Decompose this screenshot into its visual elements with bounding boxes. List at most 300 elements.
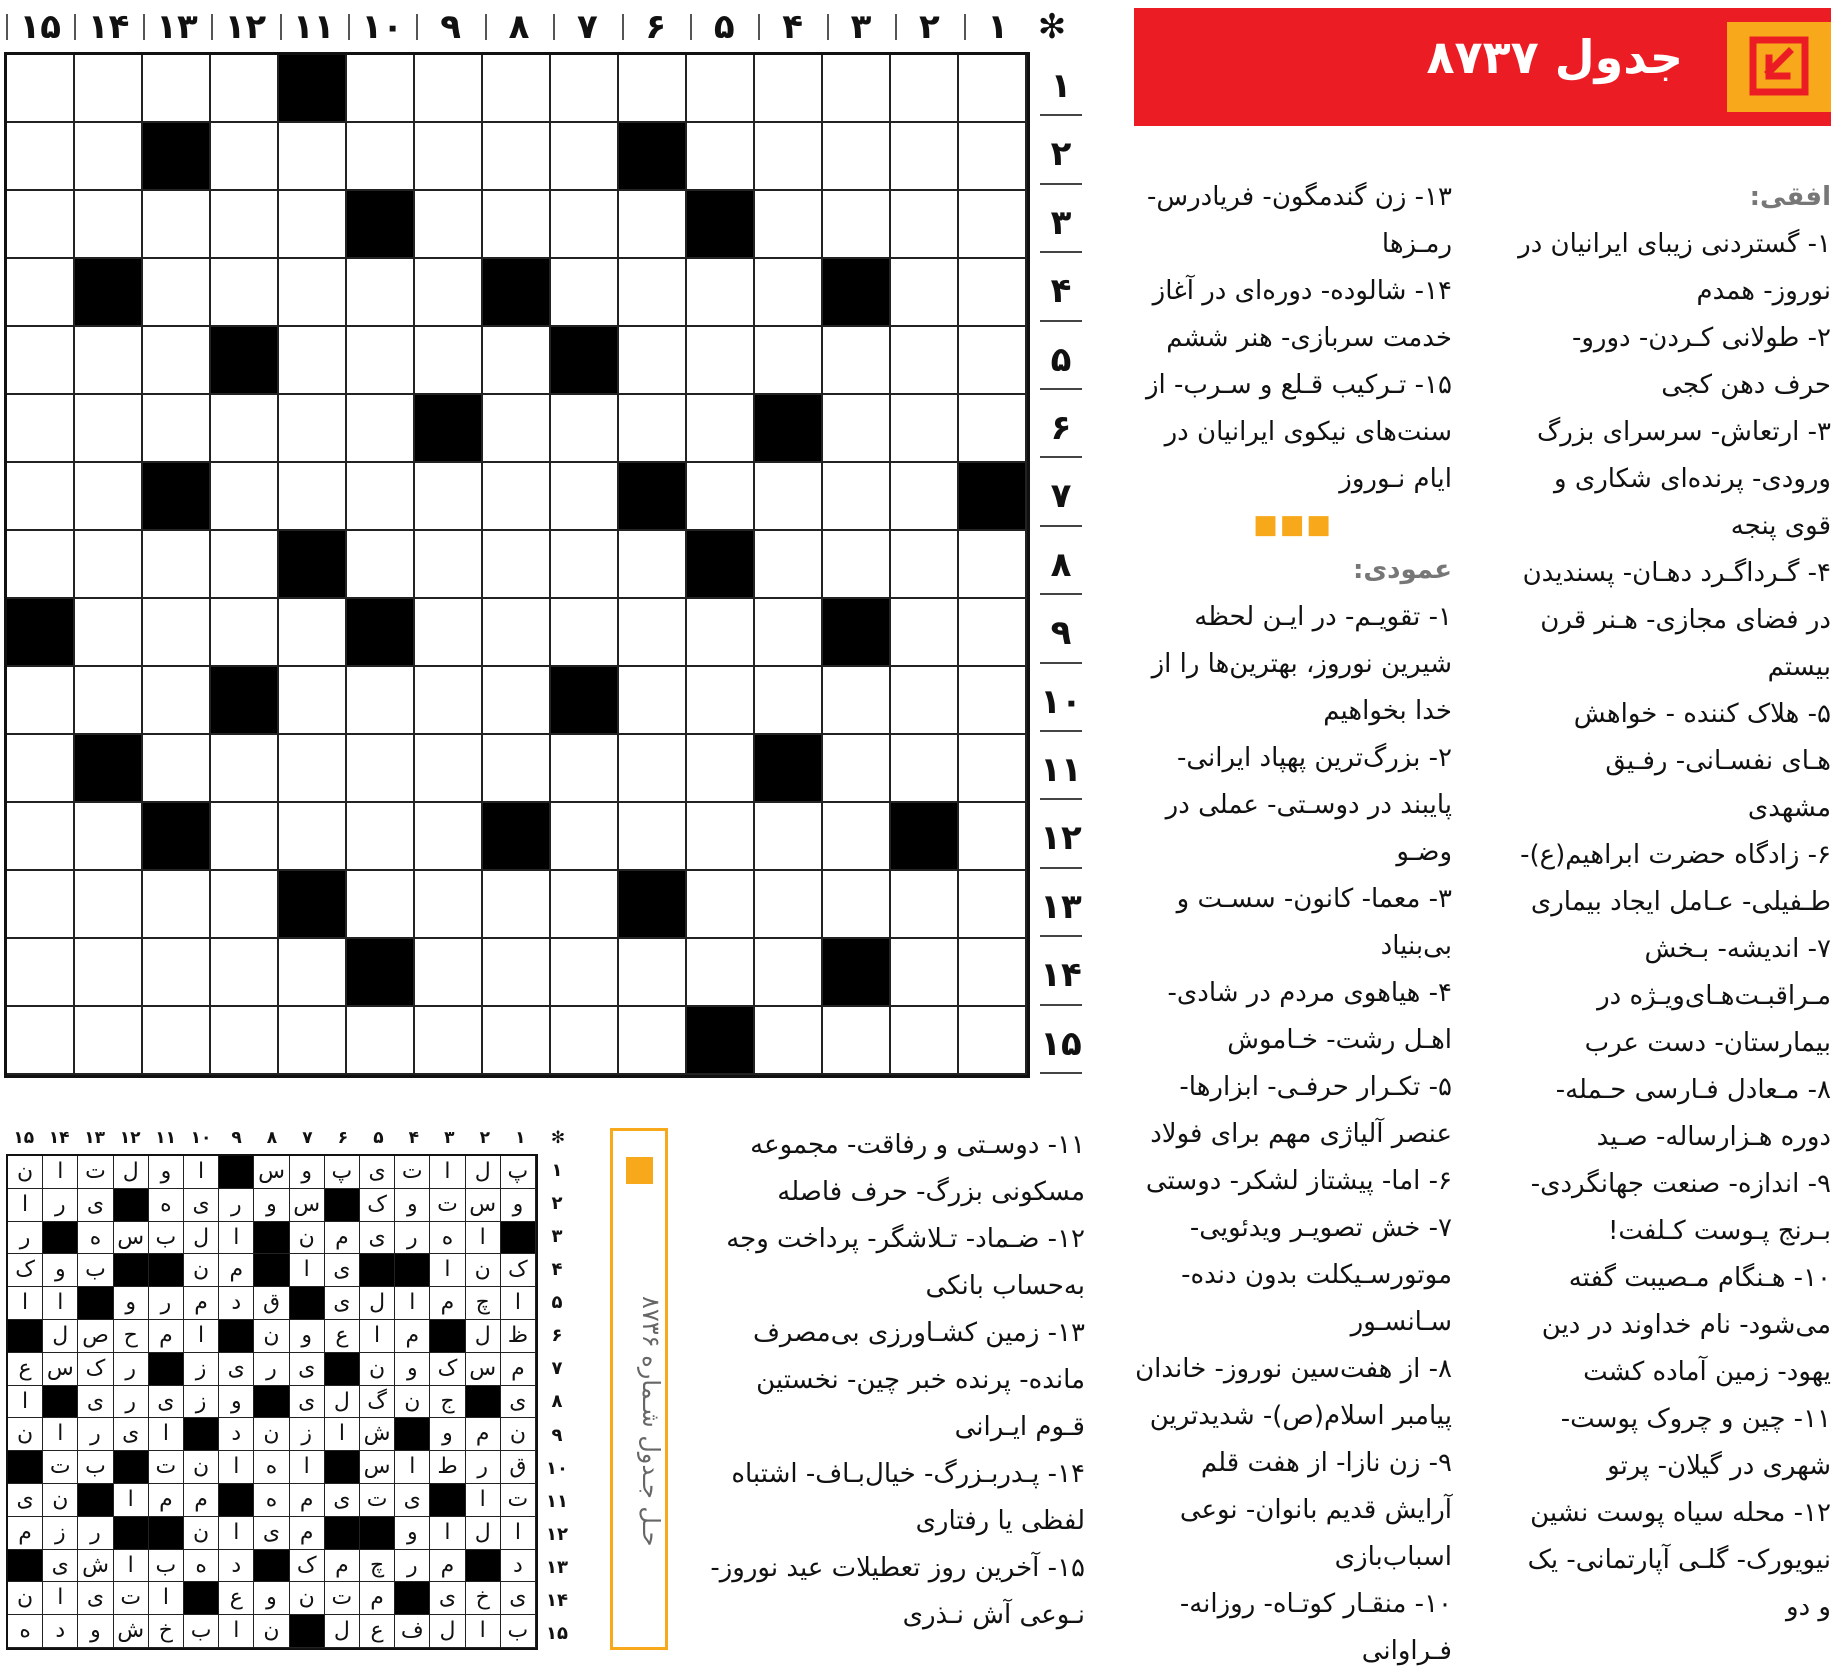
grid-cell[interactable] bbox=[755, 939, 823, 1007]
black-cell bbox=[891, 803, 959, 871]
grid-cell[interactable] bbox=[551, 939, 619, 1007]
grid-cell[interactable] bbox=[7, 531, 75, 599]
grid-cell[interactable] bbox=[211, 259, 279, 327]
grid-cell[interactable] bbox=[619, 55, 687, 123]
grid-cell[interactable] bbox=[823, 463, 891, 531]
column-separator bbox=[416, 14, 418, 40]
grid-cell[interactable] bbox=[687, 123, 755, 191]
grid-cell[interactable] bbox=[823, 803, 891, 871]
grid-cell[interactable] bbox=[75, 667, 143, 735]
grid-cell[interactable] bbox=[619, 735, 687, 803]
puzzle-header bbox=[1134, 8, 1831, 126]
solution-letter: ن bbox=[8, 1418, 43, 1451]
clue-item: ۱۲- ضـماد- تـلاشگر- پرداخت وجه به‌حساب بانکی bbox=[726, 1224, 1085, 1301]
solution-letter: ت bbox=[430, 1189, 465, 1222]
grid-cell[interactable] bbox=[415, 463, 483, 531]
grid-cell[interactable] bbox=[823, 871, 891, 939]
solution-letter: و bbox=[395, 1189, 430, 1222]
solution-banner bbox=[610, 1128, 668, 1650]
grid-cell[interactable] bbox=[483, 735, 551, 803]
grid-cell[interactable] bbox=[415, 123, 483, 191]
clue-item: ۱۵- آخرین روز تعطیلات عید نوروز- نـوعی آش نـذری bbox=[710, 1553, 1085, 1630]
grid-cell[interactable] bbox=[755, 55, 823, 123]
grid-cell[interactable] bbox=[959, 259, 1027, 327]
grid-cell[interactable] bbox=[347, 55, 415, 123]
grid-cell[interactable] bbox=[415, 531, 483, 599]
black-cell bbox=[687, 191, 755, 259]
grid-cell[interactable] bbox=[959, 55, 1027, 123]
grid-cell[interactable] bbox=[279, 1007, 347, 1075]
solution-letter: و bbox=[290, 1156, 325, 1189]
grid-cell[interactable] bbox=[619, 395, 687, 463]
grid-cell[interactable] bbox=[279, 667, 347, 735]
grid-cell[interactable] bbox=[415, 1007, 483, 1075]
grid-cell[interactable] bbox=[279, 939, 347, 1007]
solution-column-number: ۱۵ bbox=[13, 1128, 35, 1148]
grid-cell[interactable] bbox=[891, 463, 959, 531]
grid-cell[interactable] bbox=[7, 939, 75, 1007]
grid-cell[interactable] bbox=[211, 939, 279, 1007]
grid-cell[interactable] bbox=[211, 395, 279, 463]
solution-letter: ر bbox=[43, 1189, 78, 1222]
grid-cell[interactable] bbox=[75, 531, 143, 599]
grid-cell[interactable] bbox=[755, 463, 823, 531]
black-cell bbox=[619, 871, 687, 939]
solution-letter: س bbox=[360, 1451, 395, 1484]
clue-item: ۱۱- دوسـتی و رفاقت- مجموعه مسکونی بزرگ- حرف فاصله bbox=[750, 1130, 1085, 1207]
grid-cell[interactable] bbox=[959, 123, 1027, 191]
solution-letter: و bbox=[395, 1353, 430, 1386]
solution-black-cell bbox=[149, 1353, 184, 1386]
grid-cell[interactable] bbox=[347, 463, 415, 531]
grid-cell[interactable] bbox=[551, 463, 619, 531]
solution-row-number: ۲ bbox=[551, 1193, 563, 1215]
grid-cell[interactable] bbox=[551, 735, 619, 803]
solution-letter: و bbox=[501, 1189, 536, 1222]
vertical-heading: عمودی: bbox=[1352, 555, 1452, 585]
solution-letter: ا bbox=[184, 1320, 219, 1353]
solution-letter: ا bbox=[501, 1517, 536, 1550]
solution-letter: ا bbox=[395, 1451, 430, 1484]
grid-cell[interactable] bbox=[279, 259, 347, 327]
solution-letter: ن bbox=[395, 1386, 430, 1419]
grid-cell[interactable] bbox=[347, 667, 415, 735]
grid-cell[interactable] bbox=[823, 531, 891, 599]
grid-cell[interactable] bbox=[279, 395, 347, 463]
grid-cell[interactable] bbox=[347, 735, 415, 803]
grid-cell[interactable] bbox=[75, 123, 143, 191]
grid-cell[interactable] bbox=[891, 123, 959, 191]
grid-cell[interactable] bbox=[755, 803, 823, 871]
column-separator bbox=[758, 14, 760, 40]
grid-cell[interactable] bbox=[279, 327, 347, 395]
row-number: ۱۰ bbox=[1040, 674, 1082, 732]
grid-cell[interactable] bbox=[143, 667, 211, 735]
clue-item: ۱۴- پـدربـزرگ- خیال‌بـاف- اشتباه لفظی یا رفتاری bbox=[731, 1459, 1085, 1536]
grid-cell[interactable] bbox=[7, 55, 75, 123]
grid-cell[interactable] bbox=[551, 123, 619, 191]
grid-cell[interactable] bbox=[619, 1007, 687, 1075]
grid-cell[interactable] bbox=[143, 599, 211, 667]
black-cell bbox=[823, 259, 891, 327]
grid-cell[interactable] bbox=[823, 667, 891, 735]
grid-cell[interactable] bbox=[415, 327, 483, 395]
solution-column-number: ۵ bbox=[373, 1128, 384, 1148]
grid-cell[interactable] bbox=[687, 939, 755, 1007]
grid-cell[interactable] bbox=[687, 55, 755, 123]
solution-letter: ا bbox=[8, 1189, 43, 1222]
solution-row-number: ۱ bbox=[551, 1160, 563, 1181]
grid-cell[interactable] bbox=[755, 667, 823, 735]
column-separator bbox=[622, 14, 624, 40]
grid-cell[interactable] bbox=[415, 735, 483, 803]
grid-cell[interactable] bbox=[415, 667, 483, 735]
grid-cell[interactable] bbox=[687, 463, 755, 531]
solution-letter: ت bbox=[325, 1582, 360, 1615]
solution-letter: و bbox=[78, 1615, 113, 1648]
solution-black-cell bbox=[254, 1222, 289, 1255]
grid-cell[interactable] bbox=[687, 327, 755, 395]
solution-letter: ص bbox=[78, 1320, 113, 1353]
grid-cell[interactable] bbox=[75, 803, 143, 871]
grid-cell[interactable] bbox=[823, 123, 891, 191]
grid-cell[interactable] bbox=[959, 667, 1027, 735]
grid-cell[interactable] bbox=[483, 327, 551, 395]
grid-cell[interactable] bbox=[619, 327, 687, 395]
solution-letter: ع bbox=[219, 1582, 254, 1615]
solution-black-cell bbox=[325, 1353, 360, 1386]
grid-cell[interactable] bbox=[551, 259, 619, 327]
solution-letter: ا bbox=[325, 1418, 360, 1451]
grid-cell[interactable] bbox=[755, 599, 823, 667]
grid-cell[interactable] bbox=[7, 871, 75, 939]
grid-cell[interactable] bbox=[619, 531, 687, 599]
grid-cell[interactable] bbox=[143, 55, 211, 123]
grid-cell[interactable] bbox=[483, 123, 551, 191]
grid-cell[interactable] bbox=[891, 599, 959, 667]
solution-black-cell bbox=[149, 1517, 184, 1550]
grid-cell[interactable] bbox=[687, 599, 755, 667]
solution-letter: ا bbox=[149, 1418, 184, 1451]
grid-cell[interactable] bbox=[7, 395, 75, 463]
grid-cell[interactable] bbox=[959, 599, 1027, 667]
grid-cell[interactable] bbox=[7, 259, 75, 327]
grid-cell[interactable] bbox=[687, 259, 755, 327]
grid-cell[interactable] bbox=[143, 871, 211, 939]
grid-cell[interactable] bbox=[755, 327, 823, 395]
grid-cell[interactable] bbox=[347, 395, 415, 463]
grid-cell[interactable] bbox=[551, 803, 619, 871]
grid-cell[interactable] bbox=[75, 55, 143, 123]
grid-cell[interactable] bbox=[7, 123, 75, 191]
clue-item: ۴- گـرداگـرد دهـان- پسندیدن در فضای مجازی- هـنر قرن بیستم bbox=[1522, 558, 1831, 682]
grid-cell[interactable] bbox=[823, 327, 891, 395]
row-number: ۱۵ bbox=[1040, 1016, 1082, 1074]
grid-cell[interactable] bbox=[891, 871, 959, 939]
grid-cell[interactable] bbox=[347, 1007, 415, 1075]
grid-cell[interactable] bbox=[143, 735, 211, 803]
grid-cell[interactable] bbox=[891, 191, 959, 259]
solution-row-number: ۳ bbox=[551, 1226, 563, 1248]
grid-cell[interactable] bbox=[211, 463, 279, 531]
grid-cell[interactable] bbox=[891, 939, 959, 1007]
grid-cell[interactable] bbox=[483, 395, 551, 463]
solution-letter: ک bbox=[8, 1254, 43, 1287]
grid-cell[interactable] bbox=[891, 667, 959, 735]
grid-cell[interactable] bbox=[551, 395, 619, 463]
grid-cell[interactable] bbox=[687, 667, 755, 735]
grid-cell[interactable] bbox=[143, 1007, 211, 1075]
solution-letter: ی bbox=[219, 1353, 254, 1386]
solution-letter: ن bbox=[184, 1254, 219, 1287]
grid-cell[interactable] bbox=[891, 259, 959, 327]
black-cell bbox=[143, 803, 211, 871]
solution-letter: ل bbox=[360, 1287, 395, 1320]
black-cell bbox=[551, 667, 619, 735]
grid-cell[interactable] bbox=[551, 531, 619, 599]
black-cell bbox=[75, 735, 143, 803]
solution-letter: و bbox=[43, 1254, 78, 1287]
solution-letter: ج bbox=[430, 1386, 465, 1419]
solution-letter: م bbox=[430, 1550, 465, 1583]
grid-cell[interactable] bbox=[7, 191, 75, 259]
grid-cell[interactable] bbox=[959, 803, 1027, 871]
black-cell bbox=[959, 463, 1027, 531]
solution-letter: ک bbox=[290, 1550, 325, 1583]
grid-cell[interactable] bbox=[279, 463, 347, 531]
solution-row-number: ۹ bbox=[551, 1424, 563, 1446]
grid-cell[interactable] bbox=[7, 803, 75, 871]
grid-cell[interactable] bbox=[75, 871, 143, 939]
grid-cell[interactable] bbox=[891, 735, 959, 803]
grid-cell[interactable] bbox=[755, 1007, 823, 1075]
black-cell bbox=[279, 55, 347, 123]
solution-letter: ا bbox=[219, 1615, 254, 1648]
clue-item: ۶- زادگاه حضرت ابراهیم(ع)- طـفیلی- عـامل ایجاد بیماری bbox=[1520, 840, 1831, 917]
grid-cell[interactable] bbox=[211, 735, 279, 803]
grid-cell[interactable] bbox=[687, 871, 755, 939]
grid-cell[interactable] bbox=[551, 599, 619, 667]
grid-cell[interactable] bbox=[75, 1007, 143, 1075]
grid-cell[interactable] bbox=[415, 599, 483, 667]
grid-cell[interactable] bbox=[211, 803, 279, 871]
grid-cell[interactable] bbox=[279, 599, 347, 667]
grid-cell[interactable] bbox=[279, 803, 347, 871]
grid-cell[interactable] bbox=[75, 599, 143, 667]
grid-cell[interactable] bbox=[755, 259, 823, 327]
solution-letter: ن bbox=[254, 1320, 289, 1353]
solution-letter: ش bbox=[114, 1615, 149, 1648]
solution-letter: ی bbox=[254, 1517, 289, 1550]
grid-cell[interactable] bbox=[211, 531, 279, 599]
crossword-grid[interactable] bbox=[4, 52, 1030, 1078]
solution-row-number: ۵ bbox=[551, 1292, 563, 1314]
solution-column-number: ۱۴ bbox=[48, 1128, 70, 1148]
solution-letter: و bbox=[430, 1418, 465, 1451]
grid-cell[interactable] bbox=[619, 191, 687, 259]
grid-cell[interactable] bbox=[483, 1007, 551, 1075]
grid-cell[interactable] bbox=[75, 191, 143, 259]
solution-letter: ب bbox=[501, 1615, 536, 1648]
grid-cell[interactable] bbox=[211, 871, 279, 939]
solution-letter: ر bbox=[254, 1353, 289, 1386]
solution-column-number: ۴ bbox=[408, 1128, 420, 1148]
grid-cell[interactable] bbox=[143, 191, 211, 259]
grid-cell[interactable] bbox=[619, 939, 687, 1007]
column-number: ۷ bbox=[577, 7, 598, 47]
grid-cell[interactable] bbox=[211, 123, 279, 191]
solution-column-number: ۱۱ bbox=[155, 1128, 176, 1148]
grid-cell[interactable] bbox=[823, 55, 891, 123]
column-number: ۱۵ bbox=[19, 7, 61, 47]
grid-cell[interactable] bbox=[755, 871, 823, 939]
column-separator bbox=[964, 14, 966, 40]
grid-cell[interactable] bbox=[959, 531, 1027, 599]
grid-cell[interactable] bbox=[823, 395, 891, 463]
grid-cell[interactable] bbox=[415, 871, 483, 939]
grid-cell[interactable] bbox=[347, 327, 415, 395]
grid-cell[interactable] bbox=[687, 395, 755, 463]
grid-cell[interactable] bbox=[959, 939, 1027, 1007]
solution-letter: ن bbox=[466, 1254, 501, 1287]
grid-cell[interactable] bbox=[347, 803, 415, 871]
solution-row-number: ۱۵ bbox=[546, 1622, 568, 1644]
grid-cell[interactable] bbox=[347, 871, 415, 939]
grid-cell[interactable] bbox=[7, 463, 75, 531]
grid-cell[interactable] bbox=[483, 531, 551, 599]
solution-letter: ی bbox=[8, 1484, 43, 1517]
solution-letter: ن bbox=[360, 1353, 395, 1386]
solution-column-number: ۲ bbox=[479, 1128, 490, 1148]
clue-item: ۱۲- محله سیاه پوست نشین نیویورک- گلـی آپارتمانی- یک و دو bbox=[1527, 1498, 1831, 1622]
grid-cell[interactable] bbox=[959, 1007, 1027, 1075]
grid-cell[interactable] bbox=[415, 803, 483, 871]
solution-letter: ط bbox=[430, 1451, 465, 1484]
grid-cell[interactable] bbox=[959, 871, 1027, 939]
black-cell bbox=[279, 871, 347, 939]
grid-cell[interactable] bbox=[483, 939, 551, 1007]
corner-arrow-icon bbox=[1727, 22, 1831, 112]
grid-cell[interactable] bbox=[959, 191, 1027, 259]
grid-cell[interactable] bbox=[619, 259, 687, 327]
grid-cell[interactable] bbox=[143, 395, 211, 463]
grid-cell[interactable] bbox=[143, 939, 211, 1007]
grid-cell[interactable] bbox=[143, 327, 211, 395]
grid-cell[interactable] bbox=[687, 735, 755, 803]
column-number: ۱۲ bbox=[224, 7, 267, 47]
grid-cell[interactable] bbox=[755, 191, 823, 259]
black-cell bbox=[619, 463, 687, 531]
grid-cell[interactable] bbox=[755, 123, 823, 191]
clue-item: ۷- اندیشه- بـخش مـراقبـت‌هـای‌ویـژه در بیمارستان- دست عرب bbox=[1584, 934, 1831, 1058]
grid-cell[interactable] bbox=[279, 735, 347, 803]
solution-letter: پ bbox=[325, 1156, 360, 1189]
grid-cell[interactable] bbox=[7, 327, 75, 395]
grid-cell[interactable] bbox=[483, 191, 551, 259]
grid-cell[interactable] bbox=[891, 55, 959, 123]
grid-cell[interactable] bbox=[7, 735, 75, 803]
grid-cell[interactable] bbox=[279, 123, 347, 191]
solution-letter: ب bbox=[184, 1615, 219, 1648]
grid-cell[interactable] bbox=[75, 939, 143, 1007]
solution-letter: ب bbox=[149, 1222, 184, 1255]
grid-cell[interactable] bbox=[483, 871, 551, 939]
grid-cell[interactable] bbox=[7, 667, 75, 735]
grid-cell[interactable] bbox=[483, 599, 551, 667]
grid-cell[interactable] bbox=[279, 191, 347, 259]
grid-cell[interactable] bbox=[415, 939, 483, 1007]
grid-cell[interactable] bbox=[891, 531, 959, 599]
grid-cell[interactable] bbox=[415, 55, 483, 123]
row-number: ۱ bbox=[1040, 58, 1082, 116]
grid-cell[interactable] bbox=[959, 327, 1027, 395]
grid-cell[interactable] bbox=[483, 667, 551, 735]
solution-column-number: ۱۲ bbox=[119, 1128, 141, 1148]
grid-cell[interactable] bbox=[551, 871, 619, 939]
grid-cell[interactable] bbox=[823, 1007, 891, 1075]
grid-cell[interactable] bbox=[211, 599, 279, 667]
solution-letter: ع bbox=[360, 1615, 395, 1648]
grid-cell[interactable] bbox=[211, 55, 279, 123]
grid-cell[interactable] bbox=[551, 55, 619, 123]
grid-cell[interactable] bbox=[687, 803, 755, 871]
clue-item: ۱۳- زن گندمگون- فریادرس- رمـزها bbox=[1146, 182, 1452, 259]
grid-cell[interactable] bbox=[823, 735, 891, 803]
solution-letter: ح bbox=[114, 1320, 149, 1353]
grid-cell[interactable] bbox=[143, 531, 211, 599]
solution-letter: ی bbox=[360, 1156, 395, 1189]
grid-cell[interactable] bbox=[211, 191, 279, 259]
grid-cell[interactable] bbox=[143, 259, 211, 327]
grid-cell[interactable] bbox=[619, 667, 687, 735]
grid-cell[interactable] bbox=[959, 395, 1027, 463]
grid-cell[interactable] bbox=[211, 1007, 279, 1075]
solution-letter: خ bbox=[149, 1615, 184, 1648]
grid-cell[interactable] bbox=[483, 463, 551, 531]
grid-cell[interactable] bbox=[415, 191, 483, 259]
grid-cell[interactable] bbox=[891, 395, 959, 463]
grid-cell[interactable] bbox=[75, 463, 143, 531]
row-number: ۵ bbox=[1040, 332, 1082, 390]
solution-letter: ز bbox=[43, 1517, 78, 1550]
grid-cell[interactable] bbox=[823, 191, 891, 259]
grid-cell[interactable] bbox=[551, 191, 619, 259]
grid-cell[interactable] bbox=[891, 327, 959, 395]
solution-letter: ا bbox=[43, 1582, 78, 1615]
grid-cell[interactable] bbox=[483, 55, 551, 123]
grid-cell[interactable] bbox=[347, 531, 415, 599]
solution-letter: ت bbox=[395, 1156, 430, 1189]
grid-cell[interactable] bbox=[75, 395, 143, 463]
grid-cell[interactable] bbox=[619, 599, 687, 667]
grid-cell[interactable] bbox=[891, 1007, 959, 1075]
solution-letter: ق bbox=[254, 1287, 289, 1320]
grid-cell[interactable] bbox=[619, 803, 687, 871]
grid-cell[interactable] bbox=[347, 123, 415, 191]
solution-black-cell bbox=[325, 1189, 360, 1222]
grid-cell[interactable] bbox=[551, 1007, 619, 1075]
black-cell bbox=[823, 939, 891, 1007]
grid-cell[interactable] bbox=[347, 259, 415, 327]
solution-letter: د bbox=[219, 1287, 254, 1320]
black-cell bbox=[483, 803, 551, 871]
grid-cell[interactable] bbox=[7, 1007, 75, 1075]
grid-cell[interactable] bbox=[959, 735, 1027, 803]
clue-item: ۷- خش تصویـر ویدئویی- موتورسـیکلت بدون دنده- سـانسـور bbox=[1181, 1213, 1452, 1337]
grid-cell[interactable] bbox=[755, 531, 823, 599]
grid-cell[interactable] bbox=[415, 259, 483, 327]
grid-cell[interactable] bbox=[75, 327, 143, 395]
